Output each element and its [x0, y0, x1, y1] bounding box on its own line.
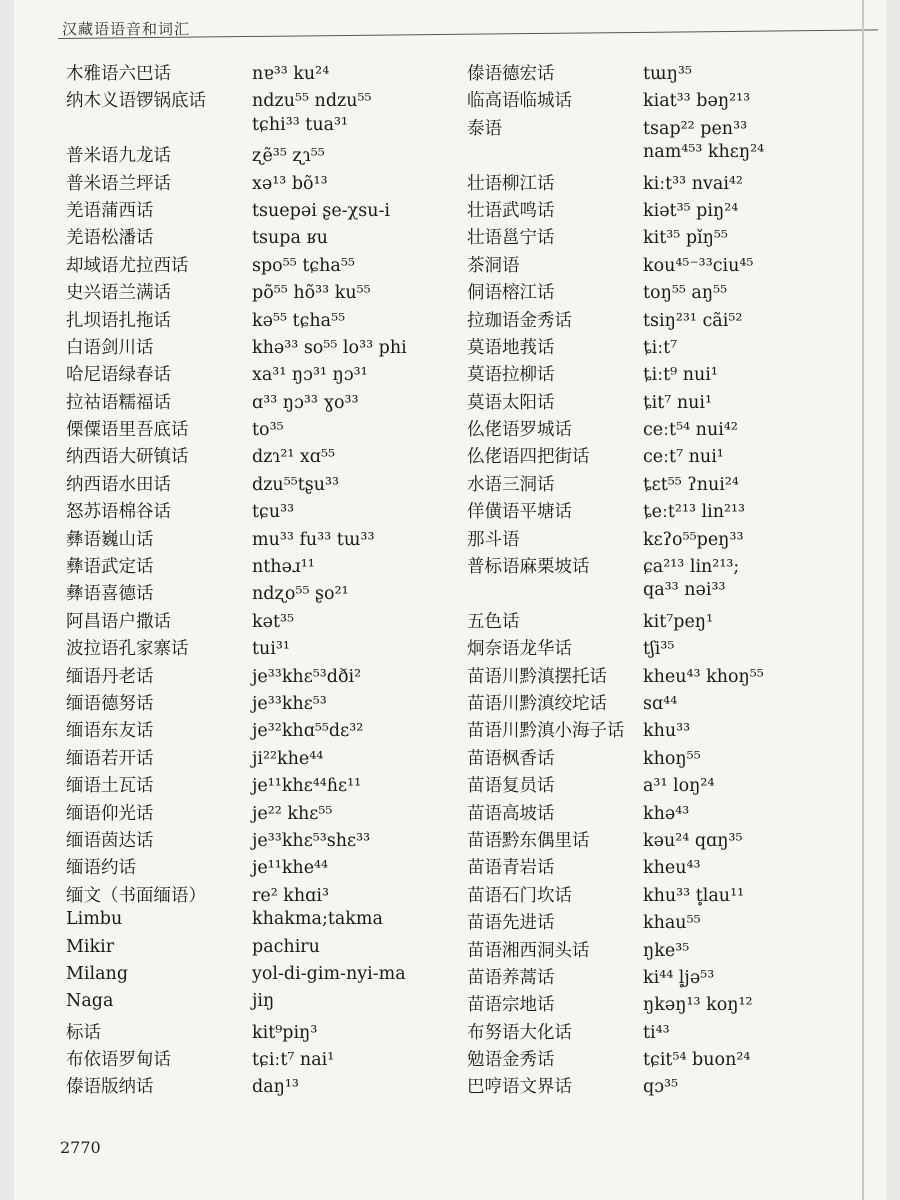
entry-row — [56, 800, 407, 827]
phonetic-form: yol-di-gim-nyi-ma — [252, 963, 406, 984]
phonetic-form: nɐ³³ ku²⁴ — [252, 64, 330, 84]
phonetic-form: mu³³ fu³³ tɯ³³ — [252, 529, 375, 550]
phonetic-form: je²² khɛ⁵⁵ — [252, 803, 333, 824]
phonetic-form: ceːt⁷ nui¹ — [643, 447, 724, 468]
entry-row — [467, 964, 764, 991]
language-name: 仫佬语罗城话 — [467, 420, 572, 441]
language-name: 普米语兰坪话 — [66, 173, 171, 194]
entry-row — [56, 964, 407, 991]
entry-row — [467, 170, 764, 197]
phonetic-form: khakma;takma — [252, 909, 383, 930]
phonetic-form: je³³khɛ⁵³shɛ³³ — [252, 830, 371, 851]
entry-row — [56, 361, 407, 388]
language-name: Limbu — [66, 909, 123, 930]
entry-row — [56, 553, 407, 580]
book-page — [14, 0, 886, 1200]
entry-row — [56, 115, 407, 142]
entry-row — [467, 663, 764, 690]
phonetic-form: je¹¹khe⁴⁴ — [252, 858, 329, 879]
language-name: 壮语武鸣话 — [467, 200, 555, 221]
language-name: 哈尼语绿春话 — [66, 365, 171, 386]
entry-row — [467, 909, 764, 936]
language-name: 侗语榕江话 — [467, 283, 555, 304]
language-name: 木雅语六巴话 — [66, 64, 171, 84]
entry-row — [56, 87, 407, 114]
language-name: 布依语罗甸话 — [66, 1050, 171, 1071]
entry-row — [56, 197, 407, 224]
language-name: 却域语尤拉西话 — [66, 255, 189, 276]
entry-row — [467, 197, 764, 224]
language-name: 苗语复员话 — [467, 776, 555, 797]
language-name: 纳西语大研镇话 — [66, 447, 189, 468]
entry-row — [467, 142, 764, 169]
language-name: 羌语松潘话 — [66, 228, 154, 249]
language-name: 彝语武定话 — [66, 557, 154, 578]
phonetic-form: tɕu³³ — [252, 502, 295, 523]
entry-row — [467, 882, 764, 909]
language-name: 缅语德努话 — [66, 693, 154, 714]
entry-row — [467, 252, 764, 279]
language-name: 波拉语孔家寨话 — [66, 639, 189, 660]
phonetic-form: nthəɹ¹¹ — [252, 557, 315, 578]
phonetic-form: kit³⁵ pǐŋ⁵⁵ — [643, 228, 728, 249]
language-name: 临高语临城话 — [467, 91, 572, 112]
language-name: 普标语麻栗坡话 — [467, 557, 590, 578]
phonetic-form: põ⁵⁵ hõ³³ ku⁵⁵ — [252, 283, 371, 304]
language-name: 莫语太阳话 — [467, 392, 555, 413]
phonetic-form: ndʐo⁵⁵ ʂo²¹ — [252, 584, 349, 605]
entry-row — [467, 937, 764, 964]
language-name: 缅语若开话 — [66, 748, 154, 769]
entry-row — [56, 608, 407, 635]
entry-row — [467, 854, 764, 881]
language-name: 佯僙语平塘话 — [467, 502, 572, 523]
language-name: 五色话 — [467, 611, 520, 632]
language-name: 缅语茵达话 — [66, 830, 154, 851]
entry-row — [467, 690, 764, 717]
entry-row — [467, 498, 764, 525]
phonetic-form: kit⁹piŋ³ — [252, 1022, 318, 1043]
phonetic-form: kə⁵⁵ tɕha⁵⁵ — [252, 310, 346, 331]
language-name: 勉语金秀话 — [467, 1050, 555, 1071]
entry-row — [467, 553, 764, 580]
phonetic-form: tsuepəi ʂe-χsu-i — [252, 200, 390, 221]
entry-row — [56, 717, 407, 744]
phonetic-form: dzɿ²¹ xɑ⁵⁵ — [252, 447, 336, 468]
entry-row — [467, 279, 764, 306]
phonetic-form: re² khɑi³ — [252, 885, 329, 906]
language-name: 彝语喜德话 — [66, 584, 154, 605]
phonetic-form: kheu⁴³ khoŋ⁵⁵ — [643, 666, 764, 687]
language-name: 标话 — [66, 1022, 101, 1043]
language-name: 仫佬语四把街话 — [467, 447, 590, 468]
language-name: 纳木义语锣锅底话 — [66, 91, 206, 112]
language-name: 纳西语水田话 — [66, 474, 171, 495]
entry-row — [467, 745, 764, 772]
entry-row — [56, 1046, 407, 1073]
phonetic-form: kət³⁵ — [252, 611, 295, 632]
phonetic-form: khə³³ so⁵⁵ lo³³ phi — [252, 337, 407, 358]
language-name: 拉祜语糯福话 — [66, 392, 171, 413]
language-name: 苗语川黔滇小海子话 — [467, 721, 625, 742]
phonetic-form: ndzu⁵⁵ ndzu⁵⁵ — [252, 91, 372, 112]
entry-row — [56, 142, 407, 169]
phonetic-form: kiət³⁵ piŋ²⁴ — [643, 200, 739, 221]
phonetic-form: sɑ⁴⁴ — [643, 693, 678, 714]
entry-row — [56, 443, 407, 470]
entry-row — [56, 526, 407, 553]
phonetic-form: je³³khɛ⁵³dði² — [252, 666, 362, 687]
entry-row — [467, 115, 764, 142]
entry-row — [467, 772, 764, 799]
entry-row — [56, 252, 407, 279]
entry-row — [467, 224, 764, 251]
phonetic-form: ȶit⁷ nui¹ — [643, 392, 713, 413]
entry-row — [56, 498, 407, 525]
language-name: 缅语土瓦话 — [66, 776, 154, 797]
phonetic-form: tsupa ʁu — [252, 228, 328, 249]
phonetic-form: khoŋ⁵⁵ — [643, 748, 701, 769]
language-name: 傈僳语里吾底话 — [66, 420, 189, 441]
entry-row — [56, 1073, 407, 1100]
phonetic-form: ʐẽ³⁵ ʐɿ⁵⁵ — [252, 146, 325, 167]
entry-row — [467, 334, 764, 361]
entry-row — [56, 307, 407, 334]
language-name: 苗语川黔滇绞坨话 — [467, 693, 607, 714]
language-name: 苗语养蒿话 — [467, 967, 555, 988]
language-name: 苗语川黔滇摆托话 — [467, 666, 607, 687]
language-name: 苗语湘西洞头话 — [467, 940, 590, 961]
phonetic-form: xə¹³ bõ¹³ — [252, 173, 328, 194]
phonetic-form: khu³³ t̥lau¹¹ — [643, 885, 745, 906]
language-name: 巴哼语文界话 — [467, 1077, 572, 1098]
entry-row — [467, 800, 764, 827]
entry-row — [56, 416, 407, 443]
phonetic-form: qa³³ nəi³³ — [643, 580, 726, 601]
phonetic-form: tɯŋ³⁵ — [643, 64, 692, 84]
phonetic-form: tui³¹ — [252, 639, 290, 660]
phonetic-form: tɕit⁵⁴ buon²⁴ — [643, 1050, 751, 1071]
phonetic-form: pachiru — [252, 936, 320, 957]
phonetic-form: ȶeːt²¹³ lin²¹³ — [643, 502, 746, 523]
phonetic-form: qɔ³⁵ — [643, 1077, 679, 1098]
phonetic-form: ki⁴⁴ l̥jə⁵³ — [643, 967, 715, 988]
left-column — [56, 60, 407, 1101]
language-name: 傣语版纳话 — [66, 1077, 154, 1098]
phonetic-form: kit⁷peŋ¹ — [643, 611, 714, 632]
entry-row — [56, 580, 407, 607]
entry-row — [56, 745, 407, 772]
phonetic-form: ŋkəŋ¹³ koŋ¹² — [643, 995, 753, 1016]
phonetic-form: khau⁵⁵ — [643, 913, 701, 934]
language-name: 傣语德宏话 — [467, 64, 555, 84]
phonetic-form: spo⁵⁵ tɕha⁵⁵ — [252, 255, 355, 276]
phonetic-form: kəu²⁴ qɑŋ³⁵ — [643, 830, 743, 851]
language-name: 缅语仰光话 — [66, 803, 154, 824]
phonetic-form: ȶɛt⁵⁵ ʔnui²⁴ — [643, 474, 739, 495]
phonetic-form: tsap²² pen³³ — [643, 118, 748, 139]
entry-row — [56, 389, 407, 416]
language-name: Milang — [66, 963, 129, 984]
entry-row — [467, 1019, 764, 1046]
entry-row — [467, 60, 764, 87]
phonetic-form: khu³³ — [643, 721, 691, 742]
phonetic-form: kiːt³³ nvai⁴² — [643, 173, 743, 194]
phonetic-form: je¹¹khɛ⁴⁴ɦɛ¹¹ — [252, 776, 362, 797]
language-name: 那斗语 — [467, 529, 520, 550]
entry-row — [467, 1046, 764, 1073]
language-name: 缅语丹老话 — [66, 666, 154, 687]
phonetic-form: dzu⁵⁵tʂu³³ — [252, 474, 340, 495]
entry-row — [467, 827, 764, 854]
language-name: 白语剑川话 — [66, 337, 154, 358]
entry-row — [56, 827, 407, 854]
language-name: 阿昌语户撒话 — [66, 611, 171, 632]
language-name: Mikir — [66, 936, 115, 957]
language-name: 茶洞语 — [467, 255, 520, 276]
entry-row — [56, 663, 407, 690]
entry-row — [467, 635, 764, 662]
entry-row — [467, 307, 764, 334]
entry-row — [56, 854, 407, 881]
phonetic-form: ti⁴³ — [643, 1022, 670, 1043]
entry-row — [467, 526, 764, 553]
language-name: 莫语拉柳话 — [467, 365, 555, 386]
phonetic-form: xa³¹ ŋɔ³¹ ŋɔ³¹ — [252, 365, 368, 386]
entry-row — [56, 60, 407, 87]
phonetic-form: kɛʔo⁵⁵peŋ³³ — [643, 529, 744, 550]
language-name: 泰语 — [467, 118, 502, 139]
language-name: 缅文（书面缅语） — [66, 885, 206, 906]
phonetic-form: toŋ⁵⁵ aŋ⁵⁵ — [643, 283, 728, 304]
phonetic-form: kiat³³ bəŋ²¹³ — [643, 91, 751, 112]
language-name: 苗语枫香话 — [467, 748, 555, 769]
entry-row — [467, 1073, 764, 1100]
language-name: 缅语东友话 — [66, 721, 154, 742]
phonetic-form: kou⁴⁵⁻³³ciu⁴⁵ — [643, 255, 754, 276]
entry-row — [467, 443, 764, 470]
phonetic-form: nam⁴⁵³ khɛŋ²⁴ — [643, 142, 765, 163]
language-name: 彝语巍山话 — [66, 529, 154, 550]
phonetic-form: ŋke³⁵ — [643, 940, 690, 961]
entry-row — [56, 334, 407, 361]
entry-row — [467, 471, 764, 498]
language-name: 普米语九龙话 — [66, 146, 171, 167]
language-name: 缅语约话 — [66, 858, 136, 879]
phonetic-form: ɑ³³ ŋɔ³³ ɣo³³ — [252, 392, 359, 413]
entry-row — [56, 690, 407, 717]
entry-row — [467, 717, 764, 744]
phonetic-form: jiŋ — [252, 991, 275, 1012]
entry-row — [56, 635, 407, 662]
entry-row — [56, 937, 407, 964]
entry-row — [467, 608, 764, 635]
phonetic-form: je³²khɑ⁵⁵dɛ³² — [252, 721, 364, 742]
entry-row — [467, 87, 764, 114]
phonetic-form: je³³khɛ⁵³ — [252, 693, 327, 714]
language-name: 壮语邕宁话 — [467, 228, 555, 249]
page-number: 2770 — [60, 1138, 101, 1157]
language-name: 苗语先进话 — [467, 913, 555, 934]
language-name: 布努语大化话 — [467, 1022, 572, 1043]
entry-row — [467, 991, 764, 1018]
language-name: 苗语黔东偶里话 — [467, 830, 590, 851]
language-name: 苗语高坡话 — [467, 803, 555, 824]
language-name: 炯奈语龙华话 — [467, 639, 572, 660]
language-name: 苗语青岩话 — [467, 858, 555, 879]
language-name: 怒苏语棉谷话 — [66, 502, 171, 523]
language-name: 水语三洞话 — [467, 474, 555, 495]
phonetic-form: ɕa²¹³ lin²¹³; — [643, 557, 740, 578]
entry-row — [467, 416, 764, 443]
phonetic-form: kheu⁴³ — [643, 858, 701, 879]
phonetic-form: daŋ¹³ — [252, 1077, 299, 1098]
entry-row — [56, 1019, 407, 1046]
right-column — [467, 60, 764, 1101]
language-name: 拉珈语金秀话 — [467, 310, 572, 331]
entry-row — [56, 170, 407, 197]
phonetic-form: tsiŋ²³¹ cãi⁵² — [643, 310, 743, 331]
language-name: 扎坝语扎拖话 — [66, 310, 171, 331]
phonetic-form: to³⁵ — [252, 420, 284, 441]
language-name: 苗语宗地话 — [467, 995, 555, 1016]
phonetic-form: tɕiːt⁷ nai¹ — [252, 1050, 335, 1071]
phonetic-form: khə⁴³ — [643, 803, 690, 824]
phonetic-form: ceːt⁵⁴ nui⁴² — [643, 420, 738, 441]
phonetic-form: a³¹ loŋ²⁴ — [643, 776, 715, 797]
entry-row — [56, 772, 407, 799]
phonetic-form: ji²²khe⁴⁴ — [252, 748, 324, 769]
language-name: 莫语地莪话 — [467, 337, 555, 358]
language-name: 苗语石门坎话 — [467, 885, 572, 906]
phonetic-form: tʃi³⁵ — [643, 639, 675, 660]
entry-row — [467, 361, 764, 388]
language-name: 羌语蒲西话 — [66, 200, 154, 221]
phonetic-form: tɕhi³³ tua³¹ — [252, 114, 349, 135]
phonetic-form: ȶiːt⁹ nui¹ — [643, 365, 718, 386]
language-name: Naga — [66, 991, 114, 1012]
running-head: 汉藏语语音和词汇 — [62, 20, 191, 38]
language-name: 壮语柳江话 — [467, 173, 555, 194]
entry-row — [467, 389, 764, 416]
phonetic-form: ȶiːt⁷ — [643, 337, 678, 358]
language-name: 史兴语兰满话 — [66, 283, 171, 304]
entry-row — [56, 224, 407, 251]
entry-row — [56, 909, 407, 936]
entry-row — [56, 471, 407, 498]
entry-row — [56, 882, 407, 909]
entry-row — [56, 991, 407, 1018]
entry-row — [467, 580, 764, 607]
entry-row — [56, 279, 407, 306]
